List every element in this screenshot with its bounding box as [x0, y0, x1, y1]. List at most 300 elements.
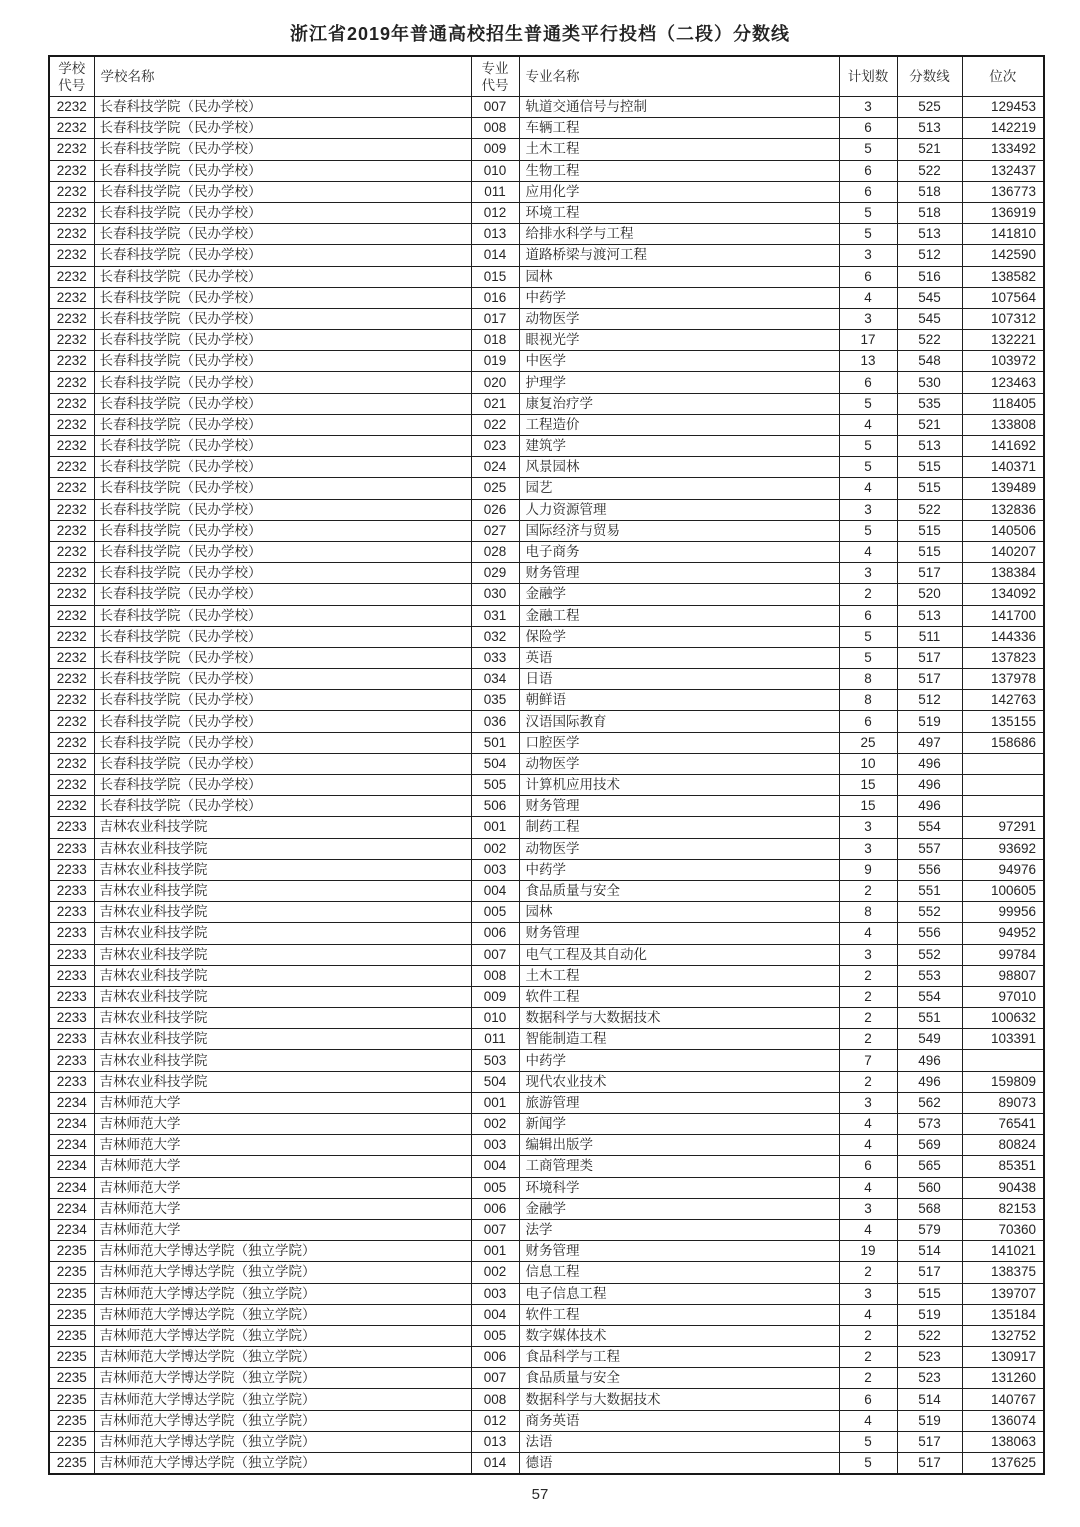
cell-major-name: 日语: [519, 669, 839, 690]
cell-school-code: 2233: [49, 1071, 94, 1092]
cell-major-name: 保险学: [519, 626, 839, 647]
cell-major-code: 009: [471, 986, 519, 1007]
cell-plan-count: 2: [839, 1029, 897, 1050]
cell-score-line: 515: [897, 1283, 962, 1304]
cell-major-name: 电子商务: [519, 541, 839, 562]
table-row: [49, 711, 1044, 732]
cell-rank: [962, 796, 1044, 817]
cell-rank: 132221: [962, 330, 1044, 351]
cell-plan-count: 8: [839, 669, 897, 690]
cell-school-name: 长春科技学院（民办学校）: [94, 775, 471, 796]
cell-school-code: 2232: [49, 753, 94, 774]
cell-plan-count: 5: [839, 436, 897, 457]
cell-major-name: 风景园林: [519, 457, 839, 478]
cell-major-code: 506: [471, 796, 519, 817]
cell-score-line: 551: [897, 880, 962, 901]
cell-major-code: 007: [471, 1368, 519, 1389]
cell-school-name: 长春科技学院（民办学校）: [94, 732, 471, 753]
cell-rank: 99956: [962, 902, 1044, 923]
cell-major-code: 503: [471, 1050, 519, 1071]
cell-school-name: 长春科技学院（民办学校）: [94, 478, 471, 499]
cell-score-line: 515: [897, 520, 962, 541]
header-rank: 位次: [962, 56, 1044, 97]
cell-rank: 76541: [962, 1114, 1044, 1135]
cell-plan-count: 3: [839, 499, 897, 520]
cell-school-name: 长春科技学院（民办学校）: [94, 796, 471, 817]
cell-plan-count: 5: [839, 224, 897, 245]
cell-score-line: 553: [897, 965, 962, 986]
cell-major-code: 010: [471, 160, 519, 181]
cell-rank: 132437: [962, 160, 1044, 181]
table-row: [49, 584, 1044, 605]
cell-school-name: 吉林师范大学: [94, 1219, 471, 1240]
cell-school-code: 2235: [49, 1304, 94, 1325]
cell-major-code: 003: [471, 859, 519, 880]
cell-major-code: 006: [471, 1347, 519, 1368]
cell-plan-count: 6: [839, 181, 897, 202]
cell-school-code: 2232: [49, 499, 94, 520]
cell-major-name: 中药学: [519, 287, 839, 308]
cell-major-name: 动物医学: [519, 308, 839, 329]
cell-major-name: 园艺: [519, 478, 839, 499]
cell-major-name: 动物医学: [519, 838, 839, 859]
cell-rank: 132836: [962, 499, 1044, 520]
cell-score-line: 520: [897, 584, 962, 605]
table-row: [49, 139, 1044, 160]
cell-score-line: 496: [897, 1071, 962, 1092]
cell-rank: 103972: [962, 351, 1044, 372]
cell-plan-count: 4: [839, 1135, 897, 1156]
cell-plan-count: 4: [839, 287, 897, 308]
cell-rank: 159809: [962, 1071, 1044, 1092]
cell-major-name: 工程造价: [519, 414, 839, 435]
cell-rank: 137978: [962, 669, 1044, 690]
cell-rank: 135155: [962, 711, 1044, 732]
cell-major-code: 007: [471, 944, 519, 965]
cell-major-code: 504: [471, 1071, 519, 1092]
cell-school-code: 2234: [49, 1156, 94, 1177]
cell-school-name: 吉林师范大学博达学院（独立学院）: [94, 1431, 471, 1452]
table-row: [49, 330, 1044, 351]
cell-school-name: 吉林师范大学博达学院（独立学院）: [94, 1368, 471, 1389]
cell-school-name: 长春科技学院（民办学校）: [94, 139, 471, 160]
cell-school-name: 吉林农业科技学院: [94, 965, 471, 986]
cell-school-name: 吉林农业科技学院: [94, 1050, 471, 1071]
cell-rank: 97010: [962, 986, 1044, 1007]
cell-plan-count: 6: [839, 372, 897, 393]
cell-plan-count: 3: [839, 944, 897, 965]
cell-rank: 142590: [962, 245, 1044, 266]
cell-school-name: 吉林师范大学博达学院（独立学院）: [94, 1389, 471, 1410]
cell-plan-count: 5: [839, 520, 897, 541]
cell-plan-count: 4: [839, 1177, 897, 1198]
cell-school-name: 吉林师范大学: [94, 1135, 471, 1156]
cell-school-name: 吉林农业科技学院: [94, 880, 471, 901]
cell-rank: 140207: [962, 541, 1044, 562]
cell-plan-count: 2: [839, 1347, 897, 1368]
cell-plan-count: 3: [839, 817, 897, 838]
cell-major-name: 眼视光学: [519, 330, 839, 351]
cell-rank: 142219: [962, 118, 1044, 139]
cell-major-code: 032: [471, 626, 519, 647]
cell-major-name: 国际经济与贸易: [519, 520, 839, 541]
cell-school-code: 2233: [49, 859, 94, 880]
cell-school-code: 2234: [49, 1177, 94, 1198]
cell-rank: 141810: [962, 224, 1044, 245]
cell-major-code: 504: [471, 753, 519, 774]
table-row: [49, 605, 1044, 626]
cell-school-name: 长春科技学院（民办学校）: [94, 563, 471, 584]
cell-school-name: 长春科技学院（民办学校）: [94, 499, 471, 520]
cell-major-name: 建筑学: [519, 436, 839, 457]
cell-school-name: 吉林农业科技学院: [94, 944, 471, 965]
cell-school-code: 2232: [49, 457, 94, 478]
cell-school-code: 2232: [49, 626, 94, 647]
cell-major-name: 旅游管理: [519, 1092, 839, 1113]
cell-rank: 158686: [962, 732, 1044, 753]
table-row: [49, 414, 1044, 435]
cell-plan-count: 4: [839, 1114, 897, 1135]
cell-major-code: 002: [471, 1114, 519, 1135]
cell-major-code: 003: [471, 1135, 519, 1156]
cell-school-name: 长春科技学院（民办学校）: [94, 457, 471, 478]
cell-major-code: 024: [471, 457, 519, 478]
cell-major-code: 021: [471, 393, 519, 414]
cell-plan-count: 6: [839, 266, 897, 287]
cell-school-code: 2233: [49, 1029, 94, 1050]
cell-score-line: 518: [897, 202, 962, 223]
cell-school-code: 2233: [49, 838, 94, 859]
cell-rank: 94952: [962, 923, 1044, 944]
cell-major-code: 019: [471, 351, 519, 372]
cell-score-line: 518: [897, 181, 962, 202]
table-row: [49, 647, 1044, 668]
cell-score-line: 545: [897, 287, 962, 308]
cell-plan-count: 4: [839, 1219, 897, 1240]
cell-major-name: 中药学: [519, 1050, 839, 1071]
cell-school-name: 吉林师范大学博达学院（独立学院）: [94, 1241, 471, 1262]
cell-plan-count: 17: [839, 330, 897, 351]
table-row: [49, 626, 1044, 647]
table-row: [49, 923, 1044, 944]
cell-school-name: 吉林师范大学: [94, 1177, 471, 1198]
cell-school-name: 长春科技学院（民办学校）: [94, 541, 471, 562]
cell-major-code: 030: [471, 584, 519, 605]
cell-rank: 140506: [962, 520, 1044, 541]
cell-school-code: 2234: [49, 1092, 94, 1113]
cell-score-line: 552: [897, 902, 962, 923]
cell-plan-count: 5: [839, 139, 897, 160]
cell-rank: 135184: [962, 1304, 1044, 1325]
table-row: [49, 1431, 1044, 1452]
cell-school-code: 2233: [49, 1008, 94, 1029]
cell-score-line: 515: [897, 541, 962, 562]
cell-major-code: 006: [471, 923, 519, 944]
cell-score-line: 551: [897, 1008, 962, 1029]
cell-major-code: 006: [471, 1198, 519, 1219]
cell-major-name: 法学: [519, 1219, 839, 1240]
cell-score-line: 522: [897, 1325, 962, 1346]
cell-plan-count: 5: [839, 202, 897, 223]
table-row: [49, 308, 1044, 329]
cell-plan-count: 4: [839, 1410, 897, 1431]
cell-plan-count: 8: [839, 902, 897, 923]
cell-score-line: 535: [897, 393, 962, 414]
cell-plan-count: 3: [839, 1092, 897, 1113]
cell-major-name: 英语: [519, 647, 839, 668]
cell-school-code: 2232: [49, 287, 94, 308]
table-row: [49, 1029, 1044, 1050]
cell-rank: 138582: [962, 266, 1044, 287]
table-row: [49, 775, 1044, 796]
cell-score-line: 497: [897, 732, 962, 753]
cell-major-name: 新闻学: [519, 1114, 839, 1135]
cell-school-code: 2232: [49, 796, 94, 817]
cell-plan-count: 13: [839, 351, 897, 372]
cell-score-line: 548: [897, 351, 962, 372]
cell-plan-count: 9: [839, 859, 897, 880]
cell-rank: [962, 775, 1044, 796]
cell-major-name: 车辆工程: [519, 118, 839, 139]
cell-plan-count: 5: [839, 626, 897, 647]
cell-school-code: 2232: [49, 139, 94, 160]
cell-school-code: 2232: [49, 414, 94, 435]
cell-school-name: 吉林农业科技学院: [94, 817, 471, 838]
cell-major-code: 015: [471, 266, 519, 287]
cell-major-code: 505: [471, 775, 519, 796]
cell-score-line: 557: [897, 838, 962, 859]
cell-school-code: 2232: [49, 308, 94, 329]
cell-major-name: 信息工程: [519, 1262, 839, 1283]
table-row: [49, 1198, 1044, 1219]
cell-school-name: 吉林农业科技学院: [94, 1008, 471, 1029]
cell-major-name: 财务管理: [519, 563, 839, 584]
cell-major-code: 013: [471, 224, 519, 245]
cell-school-name: 长春科技学院（民办学校）: [94, 330, 471, 351]
cell-school-name: 吉林师范大学博达学院（独立学院）: [94, 1304, 471, 1325]
table-row: [49, 1389, 1044, 1410]
cell-major-name: 土木工程: [519, 965, 839, 986]
cell-rank: 89073: [962, 1092, 1044, 1113]
cell-rank: 131260: [962, 1368, 1044, 1389]
table-row: [49, 97, 1044, 118]
cell-school-name: 长春科技学院（民办学校）: [94, 245, 471, 266]
cell-score-line: 522: [897, 499, 962, 520]
cell-score-line: 512: [897, 690, 962, 711]
table-row: [49, 1325, 1044, 1346]
cell-rank: 139707: [962, 1283, 1044, 1304]
cell-school-name: 长春科技学院（民办学校）: [94, 414, 471, 435]
table-row: [49, 1050, 1044, 1071]
cell-school-name: 长春科技学院（民办学校）: [94, 393, 471, 414]
cell-school-code: 2232: [49, 711, 94, 732]
cell-major-code: 033: [471, 647, 519, 668]
cell-school-code: 2234: [49, 1135, 94, 1156]
cell-rank: 137823: [962, 647, 1044, 668]
cell-plan-count: 2: [839, 1368, 897, 1389]
cell-score-line: 565: [897, 1156, 962, 1177]
cell-plan-count: 19: [839, 1241, 897, 1262]
cell-major-name: 康复治疗学: [519, 393, 839, 414]
cell-score-line: 569: [897, 1135, 962, 1156]
cell-plan-count: 5: [839, 1431, 897, 1452]
cell-major-code: 004: [471, 1304, 519, 1325]
table-row: [49, 1283, 1044, 1304]
table-row: [49, 351, 1044, 372]
cell-rank: 141021: [962, 1241, 1044, 1262]
cell-school-name: 吉林师范大学博达学院（独立学院）: [94, 1347, 471, 1368]
cell-school-code: 2232: [49, 330, 94, 351]
cell-rank: 80824: [962, 1135, 1044, 1156]
cell-rank: 136773: [962, 181, 1044, 202]
cell-major-code: 036: [471, 711, 519, 732]
cell-plan-count: 6: [839, 160, 897, 181]
cell-plan-count: 3: [839, 1198, 897, 1219]
cell-plan-count: 3: [839, 97, 897, 118]
cell-major-code: 029: [471, 563, 519, 584]
cell-plan-count: 15: [839, 775, 897, 796]
cell-school-code: 2232: [49, 372, 94, 393]
cell-major-code: 004: [471, 1156, 519, 1177]
cell-school-name: 长春科技学院（民办学校）: [94, 118, 471, 139]
cell-rank: 137625: [962, 1453, 1044, 1475]
cell-plan-count: 2: [839, 1262, 897, 1283]
cell-score-line: 554: [897, 817, 962, 838]
cell-rank: 85351: [962, 1156, 1044, 1177]
cell-school-code: 2235: [49, 1453, 94, 1475]
header-major-code: 专业代号: [471, 56, 519, 97]
cell-school-code: 2235: [49, 1325, 94, 1346]
cell-major-name: 电子信息工程: [519, 1283, 839, 1304]
cell-school-name: 长春科技学院（民办学校）: [94, 181, 471, 202]
cell-school-name: 长春科技学院（民办学校）: [94, 669, 471, 690]
table-row: [49, 1114, 1044, 1135]
cell-major-name: 环境科学: [519, 1177, 839, 1198]
table-row: [49, 245, 1044, 266]
cell-rank: 130917: [962, 1347, 1044, 1368]
cell-plan-count: 2: [839, 986, 897, 1007]
cell-school-name: 吉林师范大学: [94, 1092, 471, 1113]
header-score-line: 分数线: [897, 56, 962, 97]
cell-major-name: 软件工程: [519, 1304, 839, 1325]
cell-plan-count: 3: [839, 838, 897, 859]
cell-school-code: 2233: [49, 944, 94, 965]
cell-plan-count: 5: [839, 647, 897, 668]
cell-school-name: 长春科技学院（民办学校）: [94, 690, 471, 711]
cell-score-line: 496: [897, 1050, 962, 1071]
cell-plan-count: 6: [839, 118, 897, 139]
cell-rank: 133492: [962, 139, 1044, 160]
page-title: 浙江省2019年普通高校招生普通类平行投档（二段）分数线: [289, 24, 791, 44]
cell-rank: 70360: [962, 1219, 1044, 1240]
cell-rank: 141700: [962, 605, 1044, 626]
cell-rank: 118405: [962, 393, 1044, 414]
cell-plan-count: 4: [839, 541, 897, 562]
cell-school-code: 2234: [49, 1198, 94, 1219]
cell-major-code: 035: [471, 690, 519, 711]
cell-major-name: 人力资源管理: [519, 499, 839, 520]
cell-rank: 140371: [962, 457, 1044, 478]
cell-school-code: 2235: [49, 1241, 94, 1262]
page-number: 57: [531, 1486, 549, 1503]
cell-school-code: 2232: [49, 118, 94, 139]
cell-score-line: 562: [897, 1092, 962, 1113]
cell-major-name: 食品质量与安全: [519, 1368, 839, 1389]
cell-school-code: 2232: [49, 775, 94, 796]
cell-major-code: 028: [471, 541, 519, 562]
cell-major-code: 012: [471, 202, 519, 223]
cell-school-name: 长春科技学院（民办学校）: [94, 287, 471, 308]
cell-rank: 139489: [962, 478, 1044, 499]
table-row: [49, 287, 1044, 308]
cell-school-code: 2235: [49, 1283, 94, 1304]
cell-rank: 123463: [962, 372, 1044, 393]
cell-score-line: 523: [897, 1347, 962, 1368]
cell-rank: 90438: [962, 1177, 1044, 1198]
cell-rank: 142763: [962, 690, 1044, 711]
table-row: [49, 838, 1044, 859]
cell-score-line: 525: [897, 97, 962, 118]
table-row: [49, 266, 1044, 287]
cell-score-line: 517: [897, 647, 962, 668]
cell-major-name: 财务管理: [519, 1241, 839, 1262]
cell-major-code: 005: [471, 1177, 519, 1198]
cell-major-code: 027: [471, 520, 519, 541]
cell-score-line: 545: [897, 308, 962, 329]
cell-major-name: 德语: [519, 1453, 839, 1475]
header-plan-count: 计划数: [839, 56, 897, 97]
cell-plan-count: 2: [839, 1008, 897, 1029]
cell-rank: 144336: [962, 626, 1044, 647]
table-row: [49, 541, 1044, 562]
cell-major-name: 现代农业技术: [519, 1071, 839, 1092]
cell-score-line: 515: [897, 478, 962, 499]
cell-rank: 132752: [962, 1325, 1044, 1346]
cell-major-code: 013: [471, 1431, 519, 1452]
cell-plan-count: 2: [839, 584, 897, 605]
table-row: [49, 1410, 1044, 1431]
cell-plan-count: 10: [839, 753, 897, 774]
cell-school-name: 吉林师范大学: [94, 1114, 471, 1135]
cell-major-code: 023: [471, 436, 519, 457]
cell-major-code: 001: [471, 1092, 519, 1113]
cell-rank: 133808: [962, 414, 1044, 435]
cell-major-name: 计算机应用技术: [519, 775, 839, 796]
header-school-name: 学校名称: [94, 56, 471, 97]
cell-major-code: 025: [471, 478, 519, 499]
cell-rank: 98807: [962, 965, 1044, 986]
cell-school-code: 2233: [49, 923, 94, 944]
cell-major-name: 财务管理: [519, 923, 839, 944]
cell-school-code: 2235: [49, 1389, 94, 1410]
cell-major-name: 园林: [519, 902, 839, 923]
table-row: [49, 1177, 1044, 1198]
cell-rank: 138063: [962, 1431, 1044, 1452]
cell-school-name: 长春科技学院（民办学校）: [94, 436, 471, 457]
cell-school-name: 长春科技学院（民办学校）: [94, 753, 471, 774]
cell-major-name: 编辑出版学: [519, 1135, 839, 1156]
cell-major-code: 002: [471, 1262, 519, 1283]
cell-major-name: 食品科学与工程: [519, 1347, 839, 1368]
cell-score-line: 517: [897, 1262, 962, 1283]
cell-major-name: 土木工程: [519, 139, 839, 160]
table-row: [49, 224, 1044, 245]
cell-rank: 138375: [962, 1262, 1044, 1283]
cell-school-code: 2232: [49, 160, 94, 181]
cell-major-name: 朝鲜语: [519, 690, 839, 711]
cell-plan-count: 4: [839, 1304, 897, 1325]
cell-plan-count: 6: [839, 711, 897, 732]
